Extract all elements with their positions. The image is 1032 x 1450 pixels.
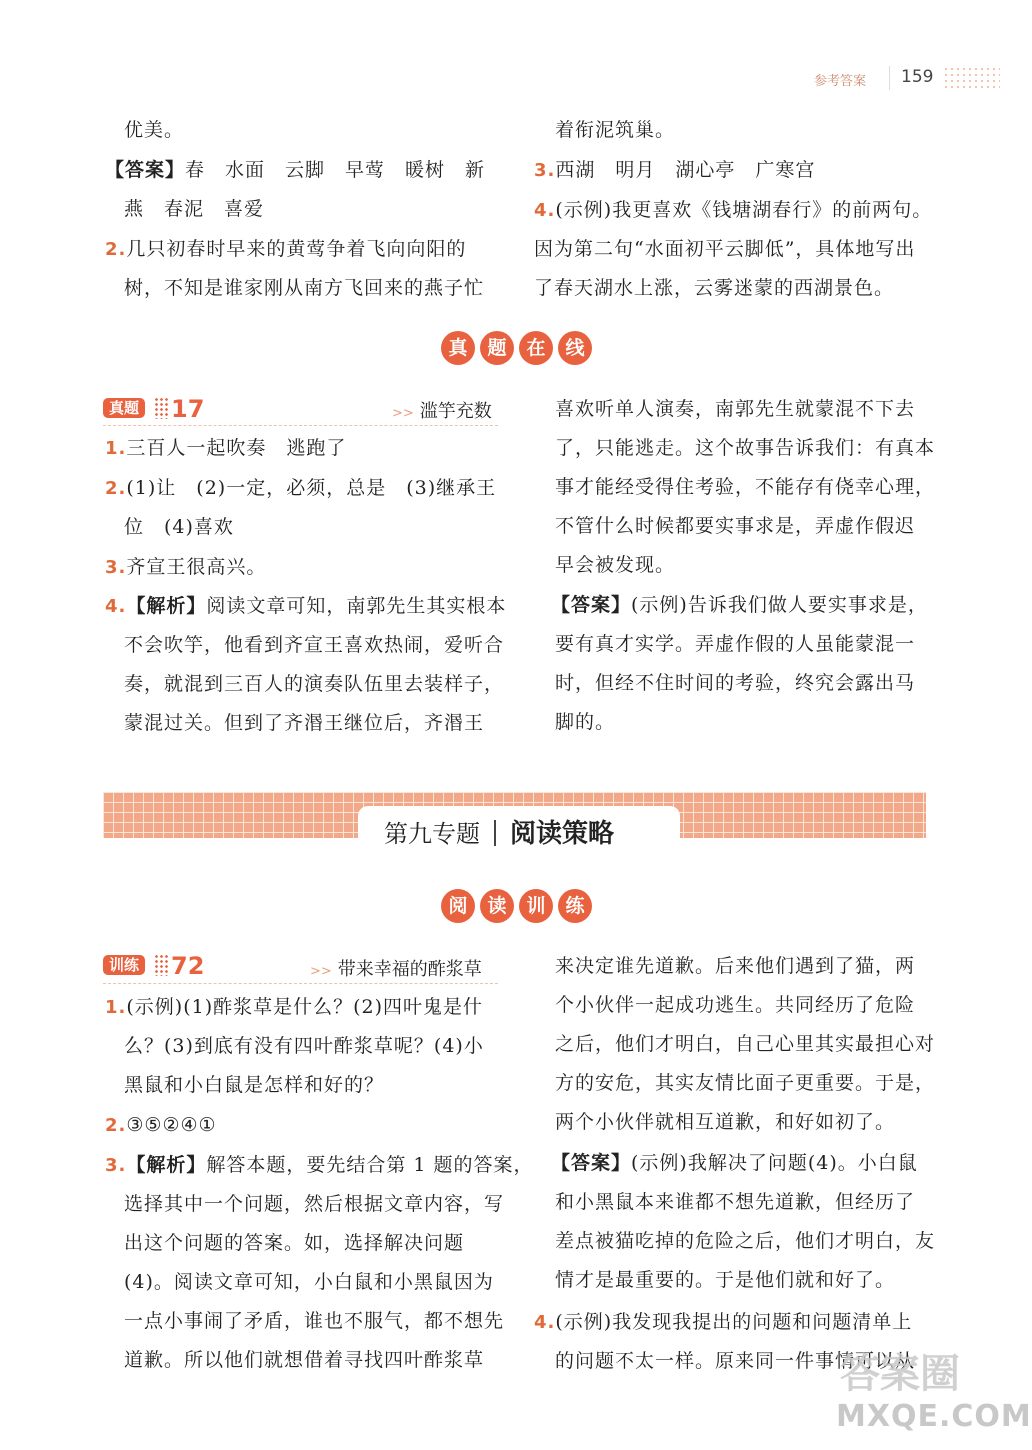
question-number: 3. (105, 557, 127, 578)
question-number: 1. (105, 438, 127, 459)
text-line: 之后，他们才明白，自己心里其实最担心对 (555, 1033, 936, 1055)
question-number: 4. (534, 200, 556, 221)
question-line (105, 995, 483, 1020)
answer-line (105, 158, 485, 182)
text-line: 树，不知是谁家刚从南方飞回来的燕子忙 (124, 277, 485, 299)
watermark-logo: 答案圈 (840, 1351, 960, 1397)
question-text: (示例)我更喜欢《钱塘湖春行》的前两句。 (555, 199, 933, 221)
header-decoration (943, 66, 1000, 90)
banner-main-title: 阅读策略 (510, 819, 615, 849)
text-line: 和小黑鼠本来谁都不想先道歉，但经历了 (555, 1191, 916, 1213)
text-line: 个小伙伴一起成功逃生。共同经历了危险 (555, 994, 916, 1016)
question-text: (1)让 (2)一定，必须，总是 (3)继承王 (126, 477, 497, 499)
question-line (534, 1310, 912, 1335)
exercise-topic (392, 397, 492, 423)
question-line (105, 555, 266, 580)
answer-tag: 【答案】 (551, 594, 632, 616)
question-line (105, 1113, 217, 1138)
answer-tag: 【答案】 (551, 1152, 632, 1174)
question-number: 2. (105, 478, 127, 499)
question-text: 齐宣王很高兴。 (126, 556, 267, 578)
section-heading-char: 题 (480, 331, 514, 365)
banner-prefix: 第九专题 (384, 820, 480, 848)
text-line: 喜欢听单人演奏，南郭先生就蒙混不下去 (555, 398, 916, 420)
question-text: (示例)(1)酢浆草是什么？(2)四叶鬼是什 (126, 996, 484, 1018)
text-line: 优美。 (124, 119, 185, 141)
text-line: 情才是最重要的。于是他们就和好了。 (555, 1269, 896, 1291)
banner-title (384, 813, 614, 850)
text-line: (4)。阅读文章可知，小白鼠和小黑鼠因为 (124, 1271, 494, 1293)
question-number: 2. (105, 239, 127, 260)
section-heading-char: 阅 (441, 889, 475, 923)
section-heading-char: 在 (519, 331, 553, 365)
exercise-badge: 真题 (103, 398, 145, 418)
text-line: 黑鼠和小白鼠是怎样和好的？ (124, 1074, 385, 1096)
text-line: 一点小事闹了矛盾，谁也不服气，都不想先 (124, 1310, 505, 1332)
analysis-tag: 【解析】 (126, 1154, 207, 1176)
text-line: 了，只能逃走。这个故事告诉我们：有真本 (555, 437, 936, 459)
text-line: 燕 春泥 喜爱 (124, 198, 265, 220)
text-line: 脚的。 (555, 711, 616, 733)
analysis-tag: 【解析】 (126, 595, 207, 617)
question-text: 解答本题，要先结合第 1 题的答案， (206, 1154, 534, 1176)
exercise-number: 72 (171, 952, 205, 980)
text-line: 不会吹竽，他看到齐宣王喜欢热闹，爱听合 (124, 634, 505, 656)
divider (103, 983, 498, 985)
question-number: 3. (105, 1155, 127, 1176)
text-line: 事才能经受得住考验，不能存有侥幸心理， (555, 476, 936, 498)
text-line: 么？(3)到底有没有四叶酢浆草呢？(4)小 (124, 1035, 484, 1057)
question-line (105, 237, 466, 262)
question-number: 1. (105, 997, 127, 1018)
text-line: 差点被猫吃掉的危险之后，他们才明白，友 (555, 1230, 936, 1252)
text-line: 要有真才实学。弄虚作假的人虽能蒙混一 (555, 633, 916, 655)
section-heading-char: 练 (558, 889, 592, 923)
chevron-right-icon: >> (310, 964, 332, 979)
answer-line (551, 593, 928, 617)
section-heading-char: 训 (519, 889, 553, 923)
question-text: 阅读文章可知，南郭先生其实根本 (206, 595, 507, 617)
text-line: 了春天湖水上涨，云雾迷蒙的西湖景色。 (534, 277, 895, 299)
header-divider (889, 66, 890, 90)
question-number: 4. (105, 596, 127, 617)
question-text: (示例)我发现我提出的问题和问题清单上 (555, 1311, 913, 1333)
badge-dots (154, 954, 168, 976)
question-text: 三百人一起吹奏 逃跑了 (126, 437, 347, 459)
question-number: 3. (534, 160, 556, 181)
question-line (534, 198, 932, 223)
text-line: 着衔泥筑巢。 (555, 119, 676, 141)
text-line: 的问题不太一样。原来同一件事情可以从 (555, 1350, 916, 1372)
text-line: 时，但经不住时间的考验，终究会露出马 (555, 672, 916, 694)
text-line: 来决定谁先道歉。后来他们遇到了猫，两 (555, 955, 916, 977)
question-line (105, 476, 496, 501)
question-text: 西湖 明月 湖心亭 广寒宫 (555, 159, 816, 181)
page-number: 159 (901, 67, 934, 87)
text-line: 道歉。所以他们就想借着寻找四叶酢浆草 (124, 1349, 485, 1371)
question-number: 4. (534, 1312, 556, 1333)
answer-line (551, 1151, 918, 1175)
question-text: ③⑤②④① (126, 1114, 217, 1136)
answer-text: (示例)我解决了问题(4)。小白鼠 (631, 1152, 918, 1174)
text-line: 两个小伙伴就相互道歉，和好如初了。 (555, 1111, 896, 1133)
question-line (534, 158, 815, 183)
badge-dots (154, 397, 168, 419)
topic-title: 带来幸福的酢浆草 (337, 959, 482, 980)
text-line: 选择其中一个问题，然后根据文章内容，写 (124, 1193, 505, 1215)
answer-tag: 【答案】 (105, 159, 186, 181)
text-line: 蒙混过关。但到了齐湣王继位后，齐湣王 (124, 712, 485, 734)
section-heading-char: 读 (480, 889, 514, 923)
section-label: 参考答案 (814, 74, 867, 89)
question-line (105, 594, 506, 619)
text-line: 奏，就混到三百人的演奏队伍里去装样子， (124, 673, 505, 695)
exercise-number: 17 (171, 395, 205, 423)
question-text: 几只初春时早来的黄莺争着飞向向阳的 (126, 238, 467, 260)
watermark-url: MXQE.COM (836, 1399, 1032, 1434)
section-heading-char: 线 (558, 331, 592, 365)
question-line (105, 436, 346, 461)
exercise-badge: 训练 (103, 955, 145, 975)
banner-divider (494, 820, 496, 846)
text-line: 因为第二句“水面初平云脚低”，具体地写出 (534, 238, 916, 260)
text-line: 出这个问题的答案。如，选择解决问题 (124, 1232, 465, 1254)
divider (103, 425, 498, 427)
topic-title: 滥竽充数 (419, 401, 492, 422)
answer-text: 春 水面 云脚 早莺 暖树 新 (185, 159, 486, 181)
question-line (105, 1153, 534, 1178)
section-heading-char: 真 (441, 331, 475, 365)
text-line: 方的安危，其实友情比面子更重要。于是， (555, 1072, 936, 1094)
answer-text: (示例)告诉我们做人要实事求是， (631, 594, 928, 616)
text-line: 不管什么时候都要实事求是，弄虚作假迟 (555, 515, 916, 537)
exercise-topic (310, 955, 482, 981)
question-number: 2. (105, 1115, 127, 1136)
text-line: 位 (4)喜欢 (124, 516, 234, 538)
chevron-right-icon: >> (392, 406, 414, 421)
text-line: 早会被发现。 (555, 554, 676, 576)
